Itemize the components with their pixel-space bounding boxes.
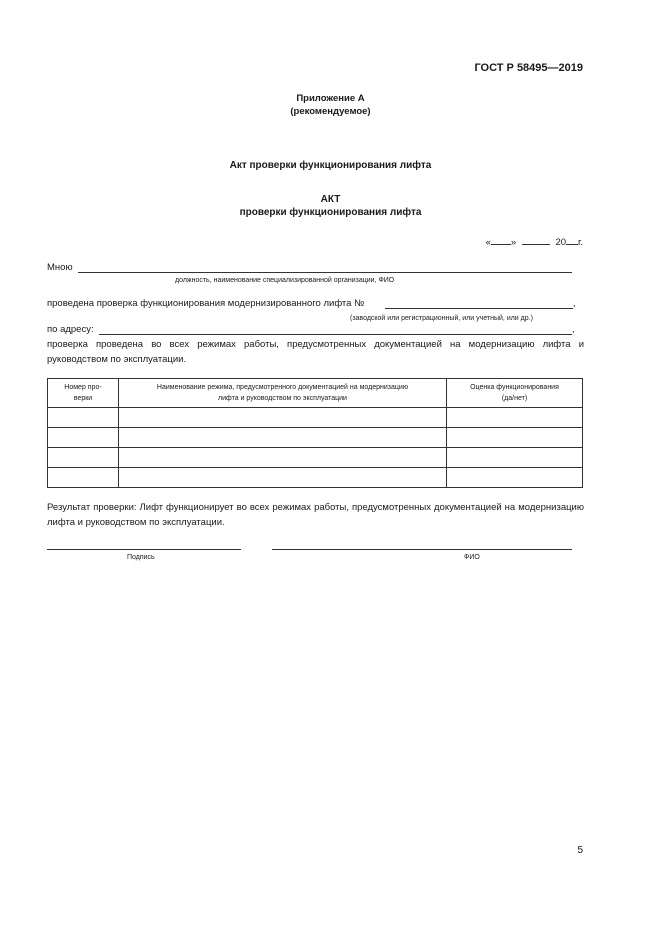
col-mode-name-line2: лифта и руководством по эксплуатации: [218, 395, 347, 402]
year-blank: [566, 235, 578, 245]
col-assessment-line2: (да/нет): [501, 395, 528, 402]
table-cell[interactable]: [447, 468, 583, 488]
col-check-number: [48, 379, 119, 408]
annex-title: Приложение А: [296, 93, 365, 104]
table-cell[interactable]: [119, 468, 447, 488]
table-cell[interactable]: [48, 468, 119, 488]
lift-hint: (заводской или регистрационный, или учетный, или др.): [350, 315, 533, 322]
table-cell[interactable]: [48, 428, 119, 448]
table-row: [48, 448, 583, 468]
annex-block: [0, 92, 661, 118]
lift-number-blank: [385, 308, 573, 309]
signature-label: Подпись: [127, 554, 155, 561]
table-cell[interactable]: [119, 428, 447, 448]
annex-status: (рекомендуемое): [290, 106, 371, 117]
act-title-block: [0, 193, 661, 219]
table-cell[interactable]: [119, 448, 447, 468]
table-row: [48, 468, 583, 488]
year-prefix: 20: [555, 237, 567, 248]
month-blank: [522, 235, 550, 245]
date-field: [486, 235, 583, 248]
check-statement: проверка проведена во всех режимах работы, предусмотренных документацией на модернизацию лифта и руководством по эксплуатации.: [47, 339, 584, 365]
col-check-number-line1: Номер про-: [64, 384, 102, 391]
fio-line: [272, 549, 572, 550]
address-comma: ,: [572, 324, 575, 335]
date-quote-open: «: [485, 237, 491, 248]
table-cell[interactable]: [447, 408, 583, 428]
table-row: [48, 428, 583, 448]
col-mode-name-line1: Наименование режима, предусмотренного документацией на модернизацию: [156, 384, 409, 391]
col-assessment-line1: Оценка функционирования: [470, 384, 559, 391]
lift-label: проведена проверка функционирования модернизированного лифта №: [47, 298, 365, 309]
by-hint: должность, наименование специализированной организации, ФИО: [175, 277, 395, 284]
annex-heading: Акт проверки функционирования лифта: [229, 160, 432, 171]
signature-line: [47, 549, 241, 550]
fio-label: ФИО: [464, 554, 480, 561]
col-check-number-line2: верки: [73, 395, 93, 402]
page-number: 5: [577, 845, 583, 856]
table-header-row: [48, 379, 583, 408]
standard-number: ГОСТ Р 58495—2019: [474, 62, 583, 74]
by-blank-line: [78, 272, 572, 273]
table-cell[interactable]: [48, 448, 119, 468]
table-cell[interactable]: [119, 408, 447, 428]
check-table: [47, 378, 583, 488]
day-blank: [491, 235, 511, 245]
by-label: Мною: [47, 262, 73, 273]
address-label: по адресу:: [47, 324, 94, 335]
year-suffix: г.: [578, 237, 583, 248]
act-title: АКТ: [320, 194, 341, 205]
result-statement: Результат проверки: Лифт функционирует во всех режимах работы, предусмотренных документацией на модернизацию лифта и руководством по эксплуатации.: [47, 502, 584, 528]
table-cell[interactable]: [447, 448, 583, 468]
lift-comma: ,: [573, 298, 576, 309]
table-row: [48, 408, 583, 428]
date-quote-close: »: [510, 237, 517, 248]
col-assessment: [447, 379, 583, 408]
col-mode-name: [119, 379, 447, 408]
table-cell[interactable]: [48, 408, 119, 428]
address-blank: [99, 334, 572, 335]
table-cell[interactable]: [447, 428, 583, 448]
act-subtitle: проверки функционирования лифта: [239, 207, 422, 218]
